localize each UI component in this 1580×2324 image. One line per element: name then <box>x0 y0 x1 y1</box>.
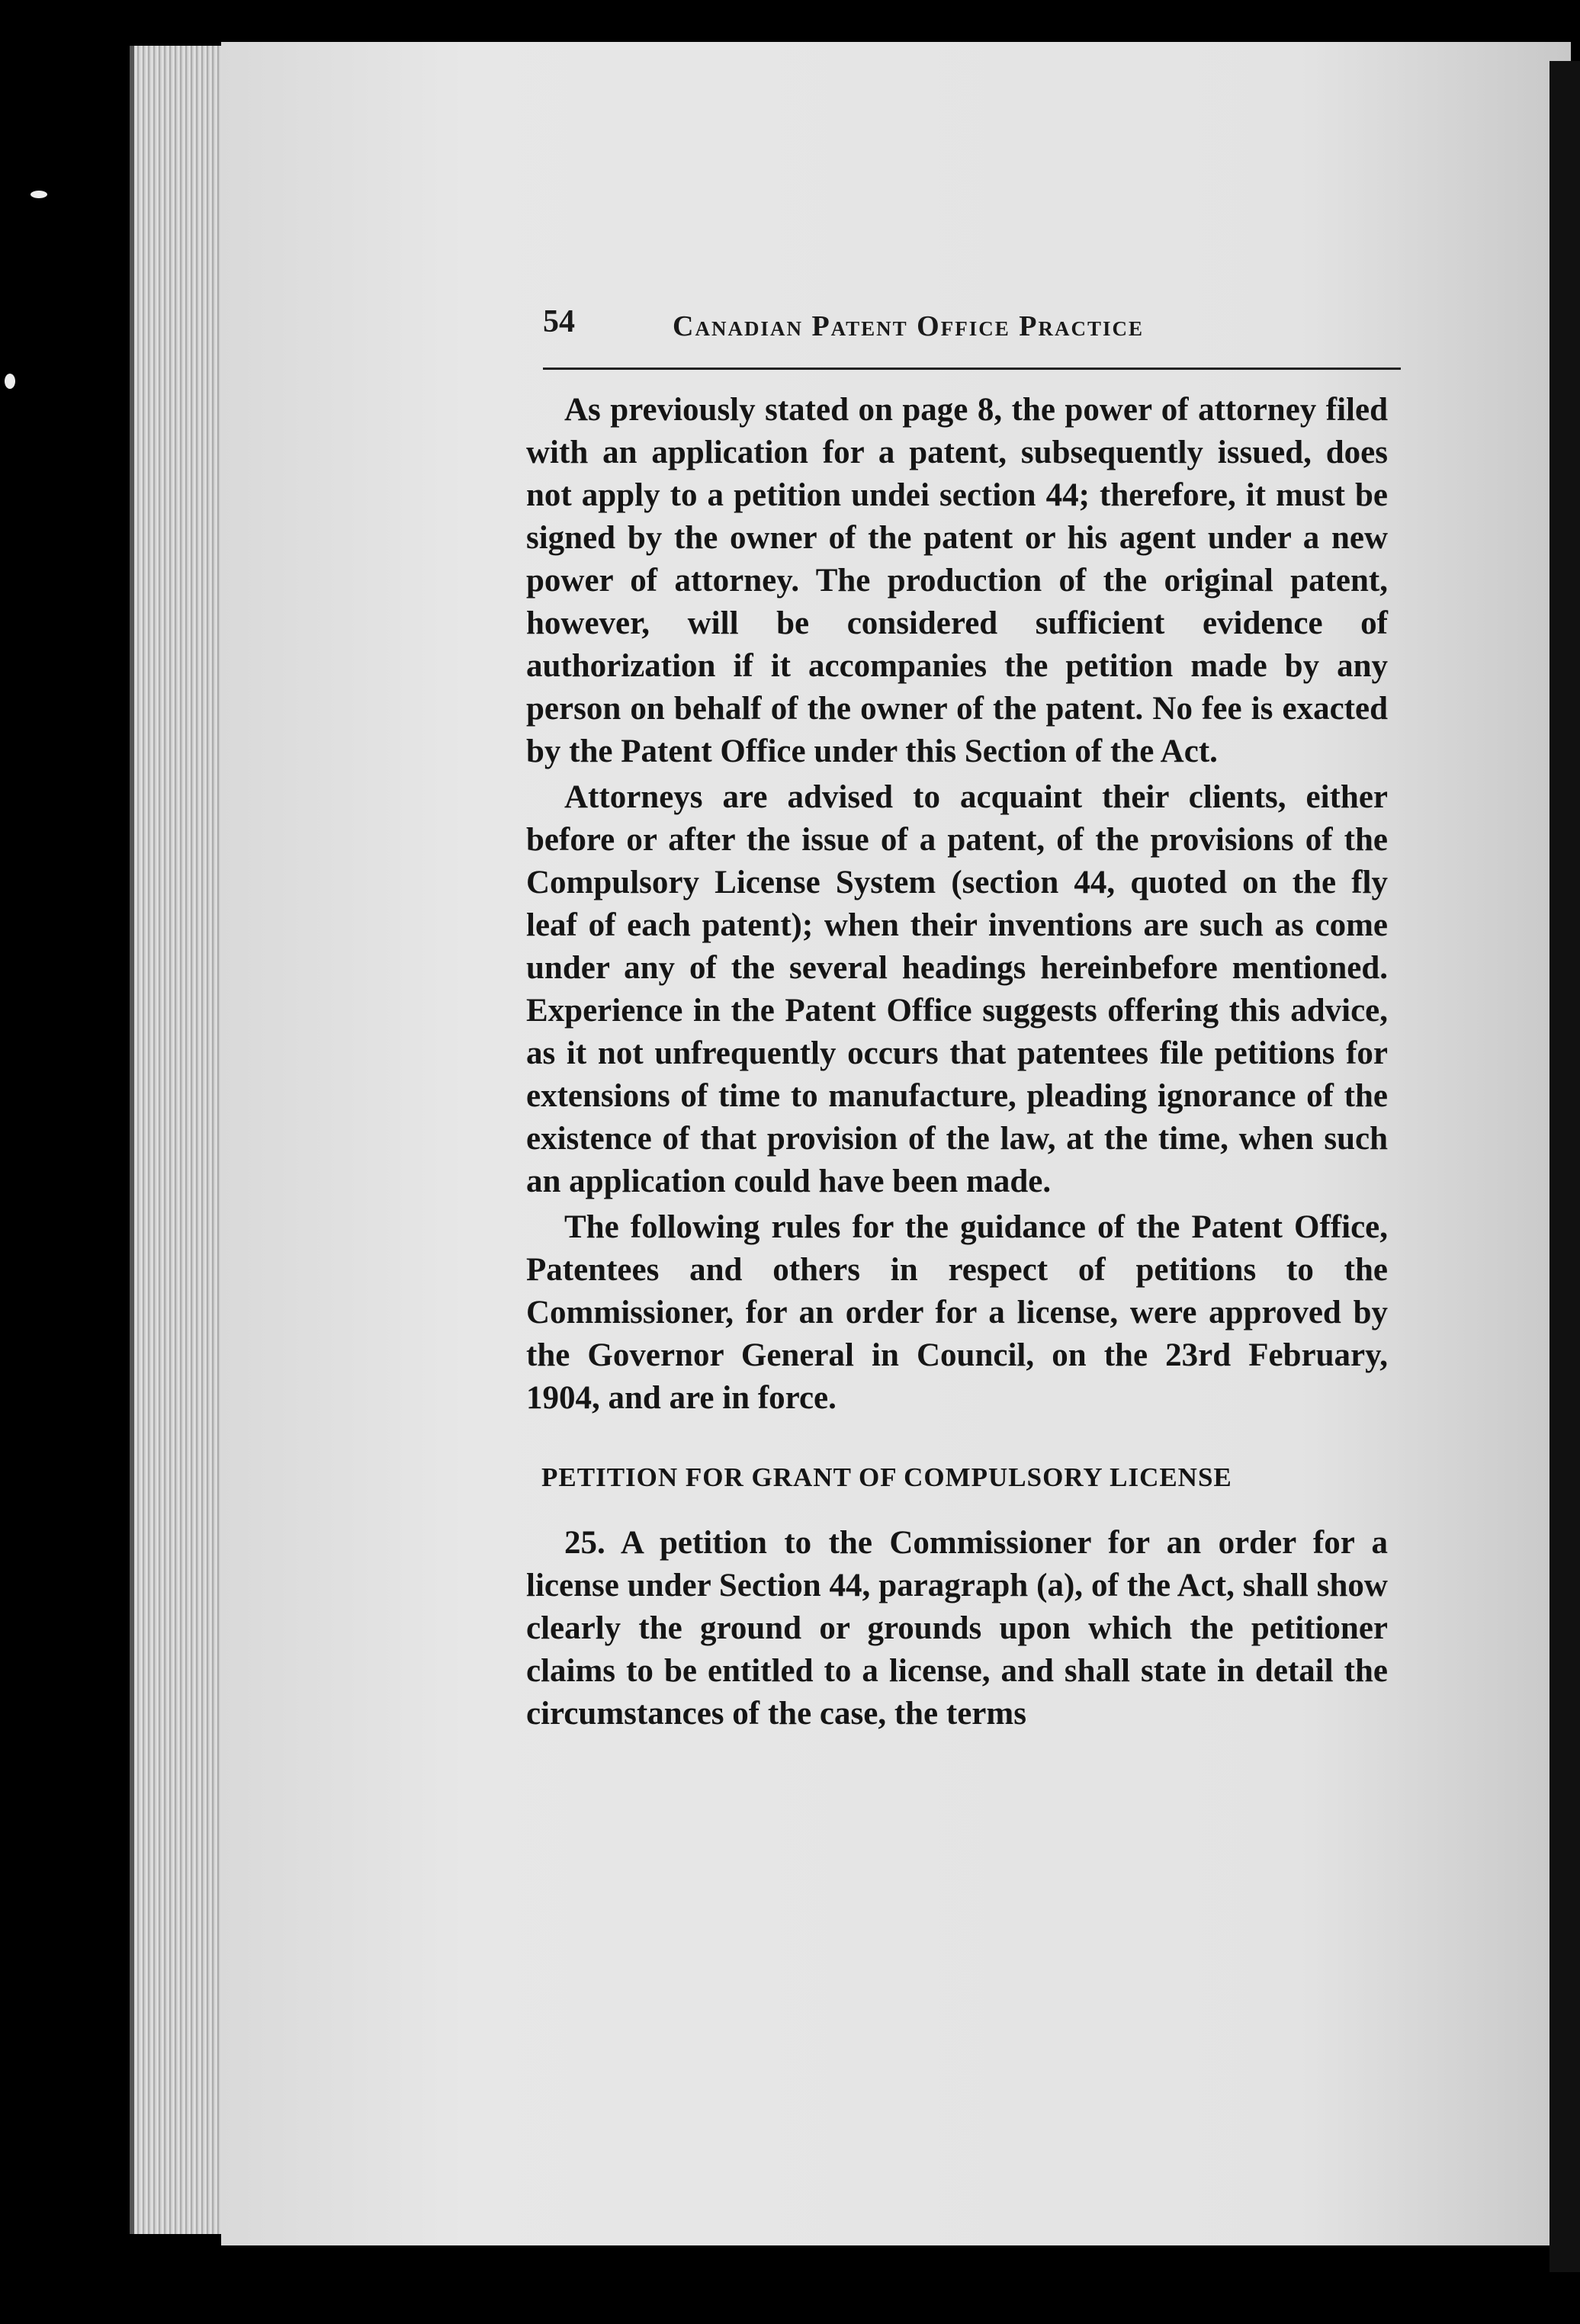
gutter-shadow <box>1549 61 1580 2272</box>
running-header <box>543 299 1401 370</box>
page-number: 54 <box>543 304 575 339</box>
rule-paragraph: 25. A petition to the Commissioner for an order for a license under Section 44, paragraph (a), of the Act, shall show clearly the ground or grounds upon which the petitioner claims to be entitled to a license, and shall state in detail the circumstances of the case, the terms <box>526 1525 1388 1732</box>
dust-speck <box>31 191 47 198</box>
dust-speck <box>5 374 15 389</box>
paragraph: The following rules for the guidance of the Patent Office, Patentees and others in respect of petitions to the Commissioner, for an order for a license, were approved by the Governor General in Council, on the 23rd February, 1904, and are in force. <box>526 1209 1388 1416</box>
paragraph: As previously stated on page 8, the power of attorney filed with an application for a patent, subsequently issued, does not apply to a petition undei section 44; therefore, it must be signed by the owner of the patent or his agent under a new power of attorney. The production of the original patent, however, will be considered sufficient evidence of authorization if it accompanies the petition made by any person on behalf of the owner of the patent. No fee is exacted by the Patent Office under this Section of the Act. <box>526 392 1388 769</box>
page-body <box>526 389 1388 1735</box>
paragraph: Attorneys are advised to acquaint their clients, either before or after the issue of a patent, of the provisions of the Compulsory License System (section 44, quoted on the fly leaf of each patent); when their inventions are such as come under any of the several headings hereinbefore mentioned. Experience in the Patent Office suggests offering this advice, as it not unfrequently occurs that patentees file petitions for extensions of time to manufacture, pleading ignorance of the existence of that provision of the law, at the time, when such an application could have been made. <box>526 779 1388 1199</box>
running-title: Canadian Patent Office Practice <box>673 310 1144 342</box>
section-heading: PETITION FOR GRANT OF COMPULSORY LICENSE <box>541 1462 1232 1492</box>
